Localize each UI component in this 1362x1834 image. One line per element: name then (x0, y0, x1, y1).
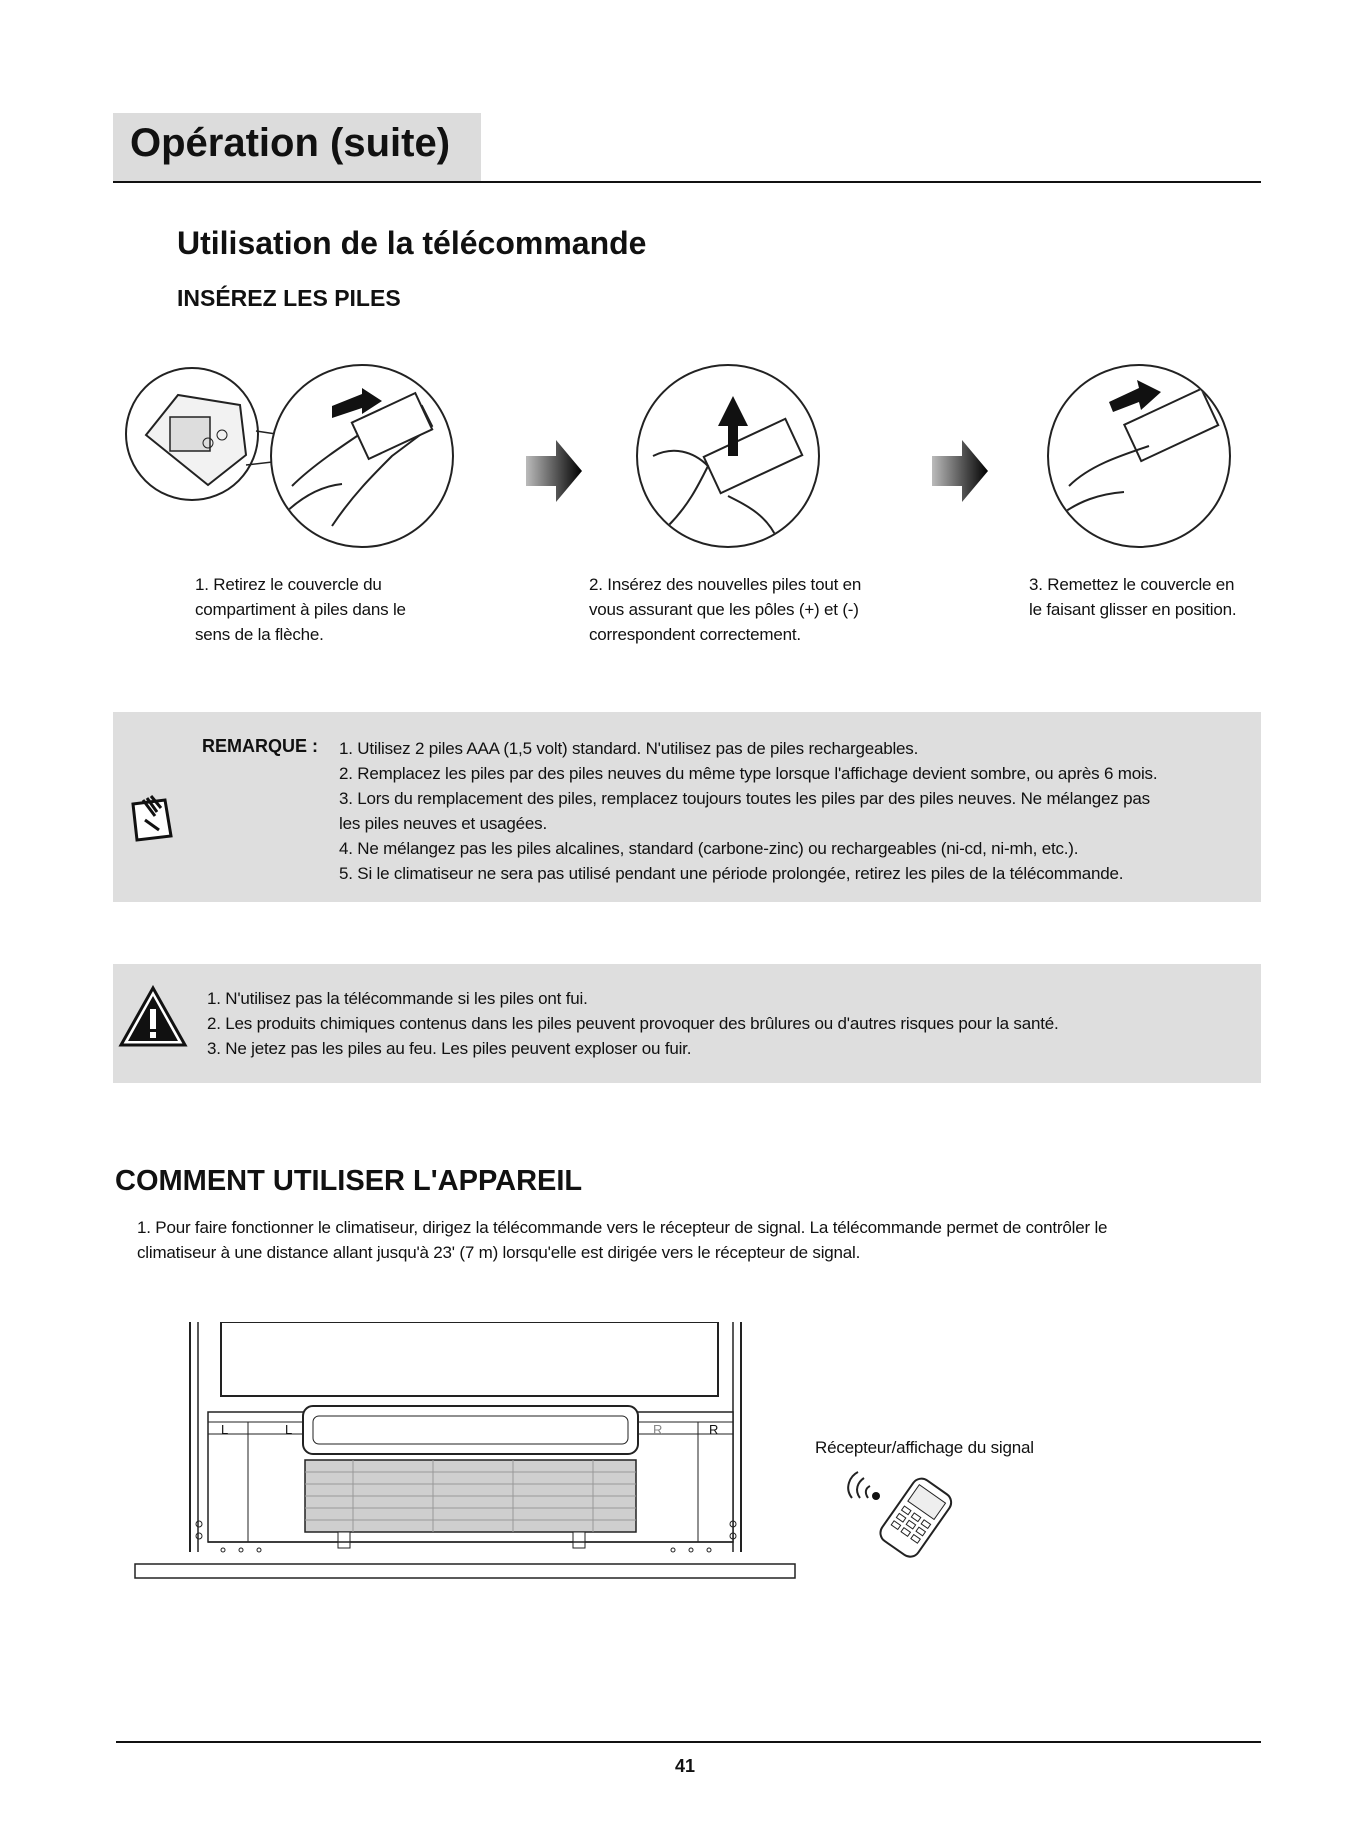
air-conditioner-diagram (133, 1322, 813, 1597)
side-label-left-2: L (285, 1422, 293, 1437)
section-title: Utilisation de la télécommande (177, 225, 647, 261)
text-line: le faisant glisser en position. (1029, 600, 1237, 619)
step-arrow-1-icon (526, 440, 582, 507)
step1-circle (270, 364, 454, 548)
warning-line: 2. Les produits chimiques contenus dans les piles peuvent provoquer des brûlures ou d'autres risques pour la santé. (207, 1014, 1059, 1033)
note-line: 5. Si le climatiseur ne sera pas utilisé pendant une période prolongée, retirez les piles de la télécommande. (339, 864, 1124, 883)
remove-cover-hand-icon (272, 366, 452, 546)
header-rule (113, 181, 1261, 183)
text-line: sens de la flèche. (195, 625, 324, 644)
note-line: 4. Ne mélangez pas les piles alcalines, standard (carbone-zinc) ou rechargeables (ni-cd, ni-mh, etc.). (339, 839, 1079, 858)
receiver-label: Récepteur/affichage du signal (815, 1438, 1034, 1457)
text-line: 1. Retirez le couvercle du (195, 575, 382, 594)
note-line: 1. Utilisez 2 piles AAA (1,5 volt) standard. N'utilisez pas de piles rechargeables. (339, 739, 919, 758)
note-label: REMARQUE : (202, 736, 318, 756)
text-line: 3. Remettez le couvercle en (1029, 575, 1235, 594)
warning-line: 3. Ne jetez pas les piles au feu. Les piles peuvent exploser ou fuir. (207, 1039, 692, 1058)
replace-cover-hand-icon (1049, 366, 1229, 546)
note-list (339, 736, 1157, 886)
step3-circle (1047, 364, 1231, 548)
section-subtitle: INSÉREZ LES PILES (177, 285, 401, 311)
text-line: climatiseur à une distance allant jusqu'à 23' (7 m) lorsqu'elle est dirigée vers le récepteur de signal. (137, 1243, 861, 1262)
warning-triangle-icon (118, 985, 188, 1054)
text-line: correspondent correctement. (589, 625, 801, 644)
note-line: 2. Remplacez les piles par des piles neuves du même type lorsque l'affichage devient sombre, ou après 6 mois. (339, 764, 1158, 783)
step-2-text (589, 572, 909, 647)
text-line: compartiment à piles dans le (195, 600, 406, 619)
how-to-title: COMMENT UTILISER L'APPAREIL (115, 1165, 583, 1197)
side-label-right-1: R (653, 1422, 663, 1437)
note-line: 3. Lors du remplacement des piles, remplacez toujours toutes les piles par des piles neuves. Ne mélangez pas (339, 789, 1150, 808)
side-label-left-1: L (221, 1422, 229, 1437)
insert-batteries-hand-icon (638, 366, 818, 546)
warning-list (207, 986, 1059, 1061)
page-number: 41 (674, 1756, 696, 1776)
note-pin-icon (125, 790, 181, 851)
how-to-text (137, 1215, 1217, 1265)
footer-rule (116, 1741, 1261, 1743)
remote-control-icon (838, 1468, 988, 1573)
step-1-text (195, 572, 515, 647)
text-line: 1. Pour faire fonctionner le climatiseur, dirigez la télécommande vers le récepteur de signal. La télécommande permet de contrôler le (137, 1218, 1108, 1237)
page-title: Opération (suite) (130, 121, 451, 165)
step-arrow-2-icon (932, 440, 988, 507)
text-line: 2. Insérez des nouvelles piles tout en (589, 575, 862, 594)
note-line: les piles neuves et usagées. (339, 814, 547, 833)
warning-line: 1. N'utilisez pas la télécommande si les piles ont fui. (207, 989, 588, 1008)
text-line: vous assurant que les pôles (+) et (-) (589, 600, 859, 619)
step2-circle (636, 364, 820, 548)
side-label-right-2: R (709, 1422, 719, 1437)
step-3-text (1029, 572, 1349, 622)
